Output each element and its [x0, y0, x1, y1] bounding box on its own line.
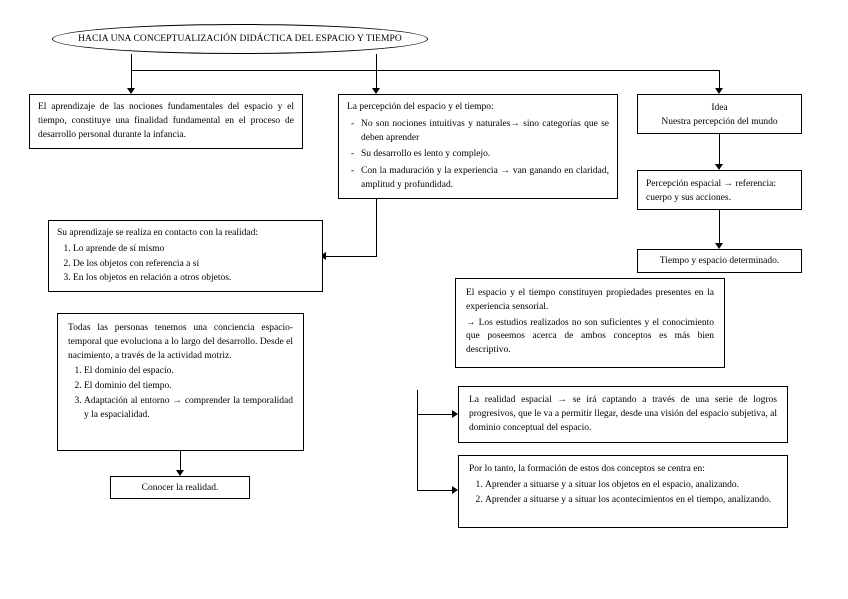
node-espacio-tiempo-p2: → Los estudios realizados no son suficientes y el conocimiento que poseemos acerca de ambos conceptos es más bien descriptivo.	[466, 317, 714, 356]
list-item: 2. El dominio del tiempo.	[84, 380, 293, 394]
title-oval	[52, 24, 428, 54]
list-item: 2. De los objetos con referencia a sí	[73, 258, 314, 272]
node-conocer-realidad	[110, 476, 250, 499]
list-item: - Con la maduración y la experiencia → van ganando en claridad, amplitud y profundidad.	[361, 165, 609, 193]
node-idea-text: Nuestra percepción del mundo	[661, 116, 778, 127]
list-item: 1. Lo aprende de sí mismo	[73, 243, 314, 257]
list-item: 3. En los objetos en relación a otros objetos.	[73, 272, 314, 286]
list-item: - No son nociones intuitivas y naturales→ sino categorías que se deben aprender	[361, 118, 609, 146]
list-item: - Su desarrollo es lento y complejo.	[361, 148, 609, 162]
connector-branch-to-porlotanto	[417, 490, 454, 491]
connector-branch-to-realidad	[417, 414, 454, 415]
node-realidad-espacial-text: La realidad espacial → se irá captando a través de una serie de logros progresivos, que le va a permitir llegar, desde una visión del espacio subjetiva, al dominio conceptual del espacio.	[469, 395, 777, 433]
node-percepcion-espacial-text: Percepción espacial → referencia: cuerpo y sus acciones.	[646, 179, 777, 203]
node-por-lo-tanto-header: Por lo tanto, la formación de estos dos conceptos se centra en:	[469, 464, 705, 474]
node-conciencia	[57, 313, 304, 451]
node-aprendizaje	[29, 94, 303, 149]
node-por-lo-tanto-list	[469, 479, 777, 508]
connector-espacio-tiempo-vertical	[417, 390, 418, 490]
node-conocer-realidad-text: Conocer la realidad.	[141, 483, 219, 493]
connector-down-right	[719, 70, 720, 89]
connector-down-left	[131, 70, 132, 89]
node-percepcion-bullet-list	[347, 118, 609, 193]
connector-to-conocer-realidad	[180, 451, 181, 471]
node-percepcion-header: La percepción del espacio y el tiempo:	[347, 102, 494, 112]
node-su-aprendizaje-header: Su aprendizaje se realiza en contacto con la realidad:	[57, 228, 258, 238]
node-aprendizaje-text: El aprendizaje de las nociones fundamentales del espacio y el tiempo, constituye una finalidad fundamental en el proceso de desarrollo personal durante la infancia.	[38, 102, 294, 140]
connector-down-middle	[376, 70, 377, 89]
node-percepcion	[338, 94, 618, 199]
node-tiempo-espacio-text: Tiempo y espacio determinado.	[659, 256, 780, 266]
node-por-lo-tanto	[458, 455, 788, 528]
node-espacio-tiempo-propiedades	[455, 278, 725, 368]
node-percepcion-espacial	[637, 170, 802, 210]
node-conciencia-list	[68, 365, 293, 422]
list-item: 2. Aprender a situarse y a situar los acontecimientos en el tiempo, analizando.	[485, 494, 777, 508]
node-realidad-espacial	[458, 386, 788, 443]
node-su-aprendizaje	[48, 220, 323, 292]
connector-percepcion-down	[376, 199, 377, 256]
connector-oval-right-stem	[376, 54, 377, 70]
node-conciencia-text: Todas las personas tenemos una conciencia espacio-temporal que evoluciona a lo largo del desarrollo. Desde el nacimiento, a través de la actividad motriz.	[68, 323, 293, 361]
title-oval-label: HACIA UNA CONCEPTUALIZACIÓN DIDÁCTICA DEL ESPACIO Y TIEMPO	[78, 34, 402, 44]
connector-percepcion-left	[326, 256, 377, 257]
node-idea	[637, 94, 802, 134]
node-su-aprendizaje-list	[57, 243, 314, 286]
connector-horizontal-top	[131, 70, 719, 71]
node-idea-title: Idea	[711, 103, 728, 113]
list-item: 1. Aprender a situarse y a situar los objetos en el espacio, analizando.	[485, 479, 777, 493]
connector-oval-stem	[131, 54, 132, 70]
node-tiempo-espacio	[637, 249, 802, 273]
connector-to-tiempo-espacio	[719, 210, 720, 244]
connector-idea-to-percepcion-espacial	[719, 134, 720, 165]
node-espacio-tiempo-p1: El espacio y el tiempo constituyen propiedades presentes en la experiencia sensorial.	[466, 288, 714, 312]
list-item: 3. Adaptación al entorno → comprender la temporalidad y la espacialidad.	[84, 395, 293, 423]
list-item: 1. El dominio del espacio.	[84, 365, 293, 379]
